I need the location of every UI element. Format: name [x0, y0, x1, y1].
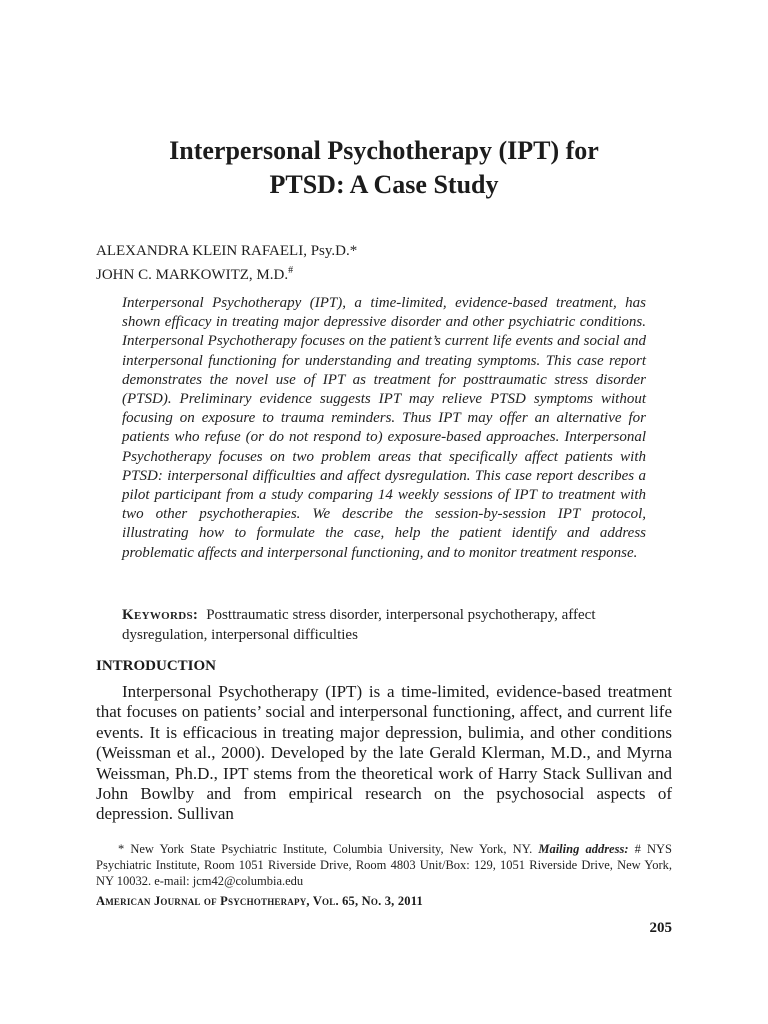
keywords-label: Keywords:: [122, 607, 199, 623]
article-title: [96, 134, 672, 202]
page-number: 205: [649, 920, 672, 936]
author-1-mark: *: [349, 243, 358, 259]
journal-citation: American Journal of Psychotherapy, Vol. 65, No. 3, 2011: [96, 894, 423, 908]
author-1: [96, 241, 672, 261]
keywords-text: Posttraumatic stress disorder, interpersonal psychotherapy, affect dysregulation, interpersonal difficulties: [122, 607, 596, 643]
introduction-paragraph: Interpersonal Psychotherapy (IPT) is a time-limited, evidence-based treatment that focuses on patients’ social and interpersonal functioning, affect, and current life events. It is efficacious in treating major depression, bulimia, and other conditions (Weissman et al., 2000). Developed by the late Gerald Klerman, M.D., and Myrna Weissman, Ph.D., IPT stems from the theoretical work of Harry Stack Sullivan and John Bowlby and from empirical research on the psychosocial aspects of depression. Sullivan: [96, 682, 672, 824]
author-1-degree: Psy.D.: [310, 243, 350, 259]
section-heading-introduction: INTRODUCTION: [96, 658, 217, 674]
author-1-name: ALEXANDRA KLEIN RAFAELI,: [96, 243, 311, 259]
title-line-1: Interpersonal Psychotherapy (IPT) for: [169, 136, 599, 165]
author-2: [96, 261, 672, 285]
author-list: [96, 241, 672, 285]
keywords: [122, 605, 652, 645]
author-2-degree: M.D.: [256, 267, 289, 283]
title-line-2: PTSD: A Case Study: [269, 170, 499, 199]
abstract: Interpersonal Psychotherapy (IPT), a time-limited, evidence-based treatment, has shown efficacy in treating major depressive disorder and other psychiatric conditions. Interpersonal Psychotherapy focuses on the patient’s current life events and social and interpersonal functioning for understanding and treating symptoms. This case report demonstrates the novel use of IPT as treatment for posttraumatic stress disorder (PTSD). Preliminary evidence suggests IPT may relieve PTSD symptoms without focusing on exposure to trauma reminders. Thus IPT may offer an alternative for patients who refuse (or do not respond to) exposure-based approaches. Interpersonal Psychotherapy focuses on two problem areas that specifically affect patients with PTSD: interpersonal difficulties and affect dysregulation. This case report describes a pilot participant from a study comparing 14 weekly sessions of IPT to treatment with two other psychotherapies. We describe the session-by-session IPT protocol, illustrating how to formulate the case, help the patient identify and address problematic affects and interpersonal functioning, and to monitor treatment response.: [122, 295, 646, 561]
footnote: [96, 841, 672, 889]
footnote-address: # NYS Psychiatric Institute, Room 1051 Riverside Drive, Room 4803 Unit/Box: 129, 1051 Riverside Drive, New York, NY 10032. e-mail: jcm42@columbia.edu: [96, 842, 672, 888]
author-2-mark: #: [288, 265, 294, 276]
footnote-affiliation: * New York State Psychiatric Institute, Columbia University, New York, NY.: [118, 842, 539, 856]
footnote-mailing-label: Mailing address:: [538, 842, 629, 856]
author-2-name: JOHN C. MARKOWITZ,: [96, 267, 257, 283]
